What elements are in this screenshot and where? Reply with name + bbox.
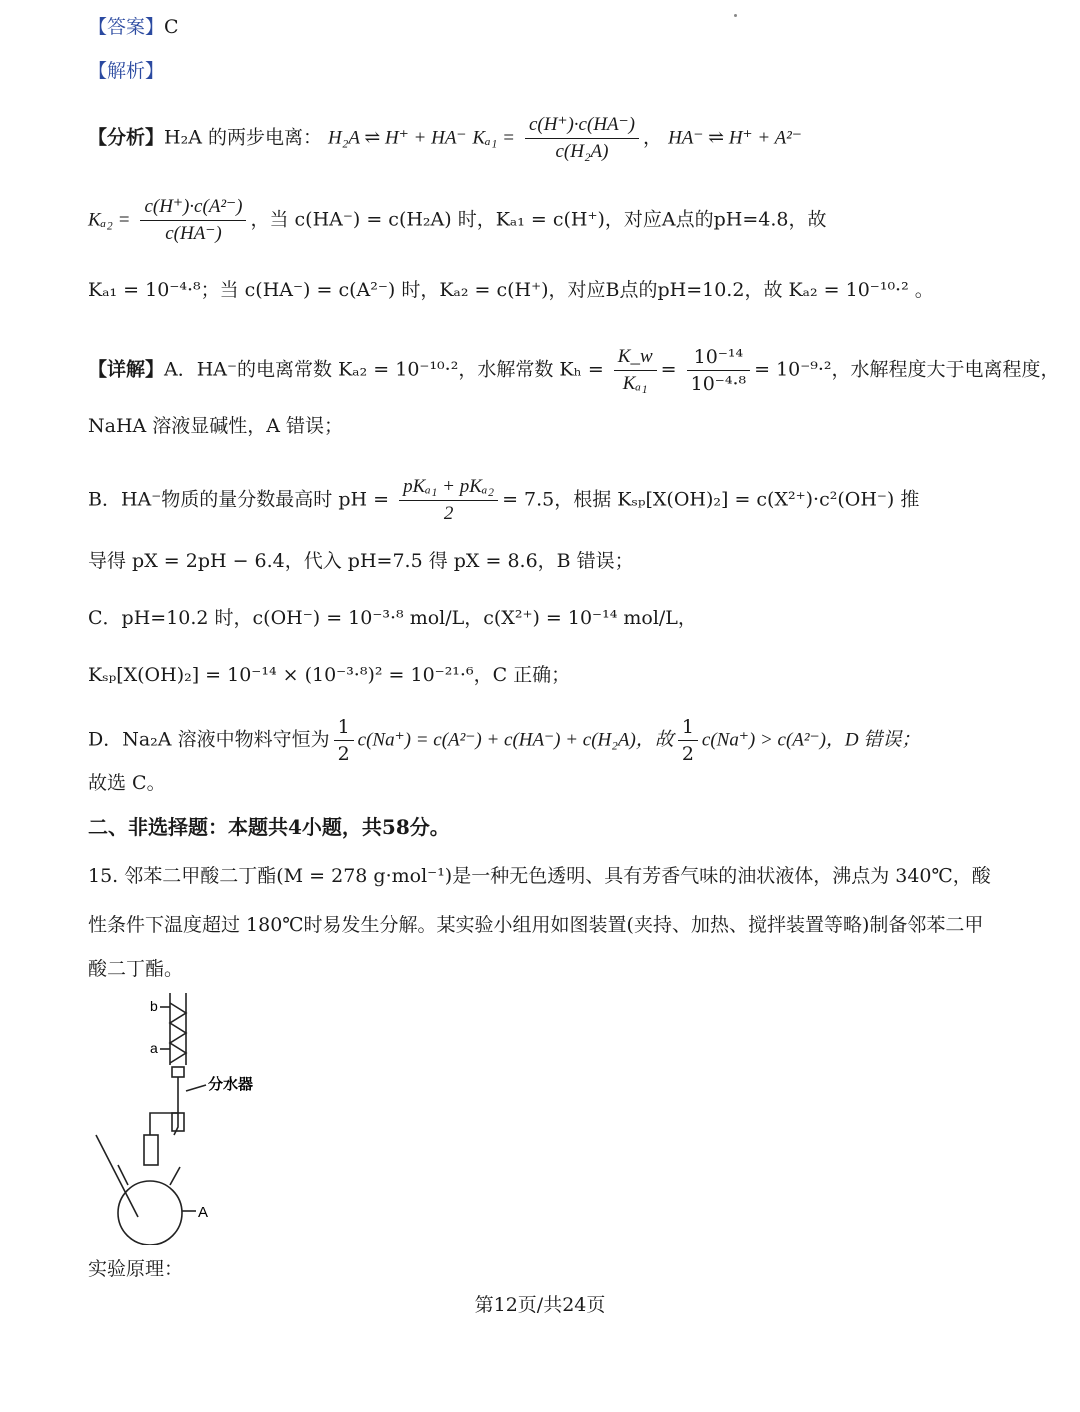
- label-b: b: [150, 998, 158, 1014]
- conclusion-line: [88, 768, 1020, 798]
- b-text3: 导得 pX = 2pH − 6.4，代入 pH=7.5 得 pX = 8.6，B 错误；: [88, 550, 634, 572]
- ka1-denominator-2: Kₐ₁: [622, 373, 648, 394]
- half-num-1: 1: [334, 714, 354, 741]
- a-text3: NaHA 溶液显碱性，A 错误；: [88, 415, 344, 437]
- label-a: a: [150, 1040, 158, 1056]
- thermometer: [96, 1135, 138, 1217]
- answer-label: 【答案】: [88, 16, 165, 38]
- fenxi-line2-text: ，当 c(HA⁻) = c(H₂A) 时，Kₐ₁ = c(H⁺)，对应A点的pH=4.8，故: [250, 208, 827, 231]
- kw-ka1-fraction: [614, 344, 657, 397]
- conclusion: 故选 C。: [88, 772, 166, 794]
- principle-label: 实验原理：: [88, 1258, 184, 1280]
- ka2-label: Kₐ₂ =: [88, 209, 131, 231]
- half-den-1: 2: [337, 743, 350, 765]
- analysis-line: [88, 56, 1020, 86]
- ka1-denominator: c(H₂A): [555, 141, 609, 162]
- page-footer: 第12页/共24页: [474, 1294, 606, 1316]
- fenxi-line-2: [88, 194, 1020, 247]
- d-text1: D．Na₂A 溶液中物料守恒为: [88, 728, 330, 751]
- fenxi-eq1: H₂A ⇌ H⁺ + HA⁻: [328, 127, 467, 149]
- detail-a-line-1: [88, 344, 1060, 397]
- flask-neck: [144, 1135, 158, 1165]
- ka2-fraction: [140, 194, 246, 247]
- answer-value: C: [164, 16, 179, 38]
- half-fraction-2: [678, 714, 698, 767]
- detail-c-line-1: [88, 603, 1020, 633]
- pka-denominator: 2: [443, 503, 454, 524]
- ka1-label: Kₐ₁ =: [472, 127, 515, 149]
- apparatus-figure: [88, 985, 308, 1245]
- pka-numerator: pKₐ₁ + pKₐ₂: [399, 474, 498, 501]
- fenxi-eq2: HA⁻ ⇌ H⁺ + A²⁻: [668, 127, 802, 149]
- power-denominator: 10⁻⁴·⁸: [690, 373, 747, 395]
- q15-line-3: 酸二丁酯。: [88, 958, 184, 980]
- detail-b-line-1: [88, 474, 1020, 527]
- label-separator: 分水器: [208, 1075, 254, 1093]
- a-eq: =: [660, 358, 677, 381]
- q15-line-2: 性条件下温度超过 180℃时易发生分解。某实验小组用如图装置(夹持、加热、搅拌装置等略)制备邻苯二甲: [88, 914, 984, 936]
- detail-d-line: [88, 714, 1020, 767]
- fenxi-line-3: [88, 275, 1020, 305]
- b-text2: = 7.5，根据 Kₛₚ[X(OH)₂] = c(X²⁺)·c²(OH⁻) 推: [502, 488, 920, 511]
- ka2-numerator: c(H⁺)·c(A²⁻): [140, 194, 246, 221]
- q15-line-1: 15. 邻苯二甲酸二丁酯(M = 278 g·mol⁻¹)是一种无色透明、具有芳香气味的油状液体，沸点为 340℃，酸: [88, 865, 991, 887]
- xiangjie-label: 【详解】: [88, 358, 165, 381]
- condenser-coil: [170, 1003, 186, 1063]
- joint-top: [172, 1067, 184, 1077]
- half-fraction-1: [334, 714, 354, 767]
- half-num-2: 1: [678, 714, 698, 741]
- fenxi-comma: ，: [643, 126, 663, 149]
- water-separator: [150, 1077, 178, 1135]
- detail-a-line-2: [88, 411, 1020, 441]
- fenxi-line3-text: Kₐ₁ = 10⁻⁴·⁸；当 c(HA⁻) = c(A²⁻) 时，Kₐ₂ = c(H⁺)，对应B点的pH=10.2，故 Kₐ₂ = 10⁻¹⁰·² 。: [88, 279, 934, 301]
- ka1-fraction: [525, 112, 639, 165]
- fenxi-text1: H₂A 的两步电离：: [164, 126, 322, 149]
- fenxi-line-1: [88, 112, 1020, 165]
- power-fraction: [687, 344, 750, 397]
- half-den-2: 2: [681, 743, 694, 765]
- ka2-denominator: c(HA⁻): [165, 223, 222, 244]
- answer-line: [88, 12, 1020, 42]
- c-text2: Kₛₚ[X(OH)₂] = 10⁻¹⁴ × (10⁻³·⁸)² = 10⁻²¹·⁶，C 正确；: [88, 664, 571, 686]
- label-A: A: [198, 1204, 209, 1221]
- a-text2: = 10⁻⁹·²，水解程度大于电离程度，: [754, 358, 1060, 381]
- b-text1: B．HA⁻物质的量分数最高时 pH =: [88, 488, 390, 511]
- c-text1: C．pH=10.2 时，c(OH⁻) = 10⁻³·⁸ mol/L，c(X²⁺) = 10⁻¹⁴ mol/L，: [88, 607, 697, 629]
- d-text3: c(Na⁺) > c(A²⁻)，D 错误；: [701, 729, 921, 751]
- detail-b-line-2: [88, 546, 1020, 576]
- a-text1: A．HA⁻的电离常数 Kₐ₂ = 10⁻¹⁰·²，水解常数 Kₕ =: [164, 358, 604, 381]
- side-necks: [118, 1165, 180, 1185]
- d-text2: c(Na⁺) = c(A²⁻) + c(HA⁻) + c(H₂A)，故: [357, 729, 674, 751]
- label-line-separator: [186, 1085, 206, 1091]
- analysis-label: 【解析】: [88, 60, 165, 82]
- kw-numerator: K_w: [614, 344, 657, 371]
- power-numerator: 10⁻¹⁴: [687, 344, 750, 371]
- pka-fraction: [399, 474, 498, 527]
- round-flask: [118, 1181, 182, 1245]
- section2-title: 二、非选择题：本题共4小题，共58分。: [88, 815, 450, 839]
- fenxi-label: 【分析】: [88, 126, 165, 149]
- detail-c-line-2: [88, 660, 1020, 690]
- ka1-numerator: c(H⁺)·c(HA⁻): [525, 112, 639, 139]
